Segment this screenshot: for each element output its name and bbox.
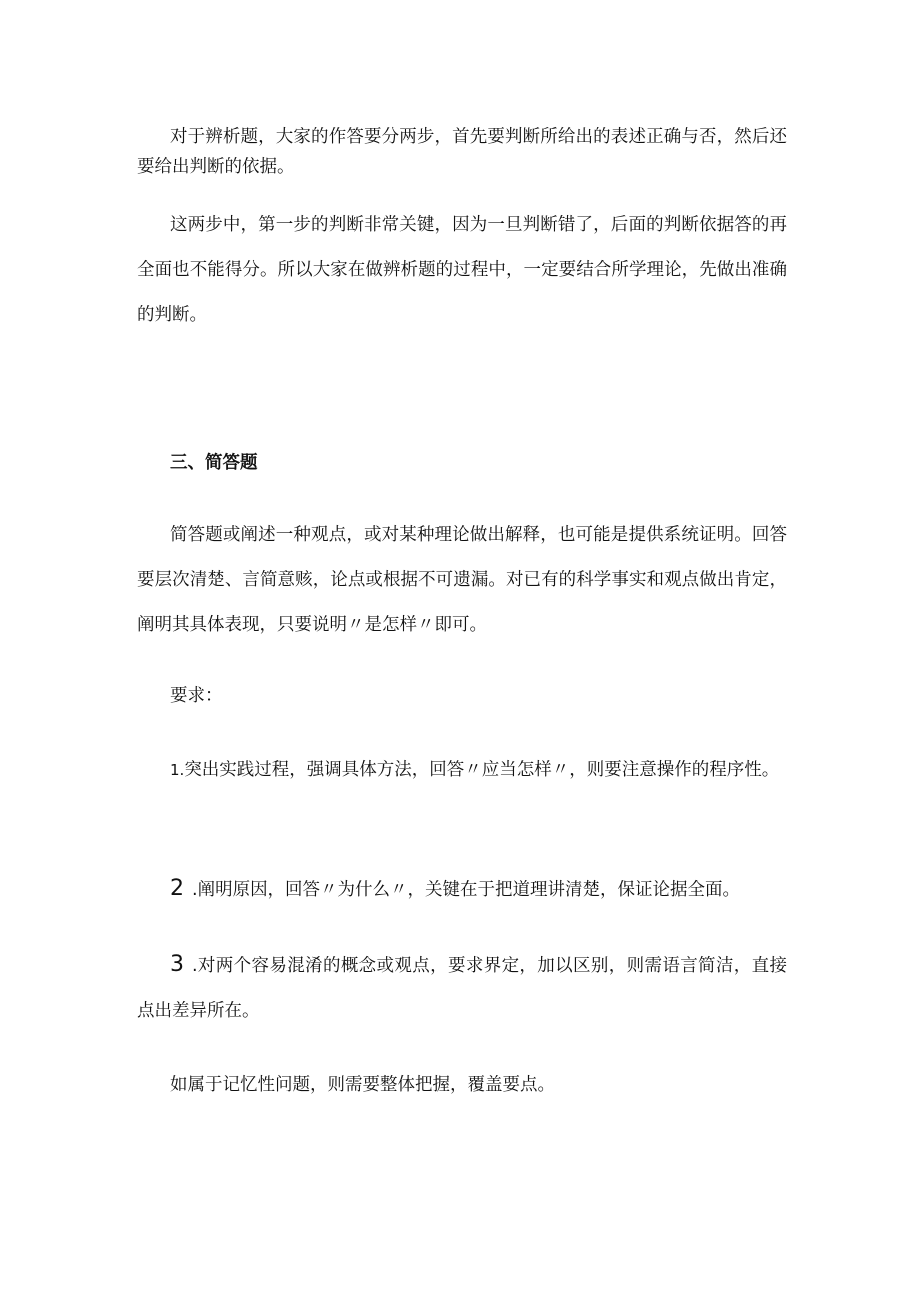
item-2-number: 2 xyxy=(170,876,184,901)
paragraph-1: 对于辨析题，大家的作答要分两步，首先要判断所给出的表述正确与否，然后还要给出判断的依据。 xyxy=(137,127,787,177)
section-heading: 三、简答题 xyxy=(170,453,258,473)
item-1-number: 1. xyxy=(170,761,185,779)
item-2-text: .阐明原因，回答〃为什么〃，关键在于把道理讲清楚，保证论据全面。 xyxy=(192,880,741,900)
requirement-item-3 xyxy=(137,942,787,1034)
requirement-item-1 xyxy=(137,750,787,790)
paragraph-2: 这两步中，第一步的判断非常关键，因为一旦判断错了，后面的判断依据答的再全面也不能得分。所以大家在做辨析题的过程中，一定要结合所学理论，先做出准确的判断。 xyxy=(137,215,787,325)
item-1-text: 突出实践过程，强调具体方法，回答〃应当怎样〃，则要注意操作的程序性。 xyxy=(184,760,780,780)
item-3-text: .对两个容易混淆的概念或观点，要求界定，加以区别，则需语言简洁，直接点出差异所在。 xyxy=(137,956,787,1021)
paragraph-last: 如属于记忆性问题，则需要整体把握，覆盖要点。 xyxy=(170,1075,555,1095)
item-3-number: 3 xyxy=(170,952,184,977)
paragraph-3: 简答题或阐述一种观点，或对某种理论做出解释，也可能是提供系统证明。回答要层次清楚、言简意赅，论点或根据不可遗漏。对已有的科学事实和观点做出肯定，阐明其具体表现，只要说明〃是怎样〃即可。 xyxy=(137,525,787,635)
requirements-label: 要求： xyxy=(170,686,223,706)
requirement-item-2 xyxy=(137,874,787,905)
